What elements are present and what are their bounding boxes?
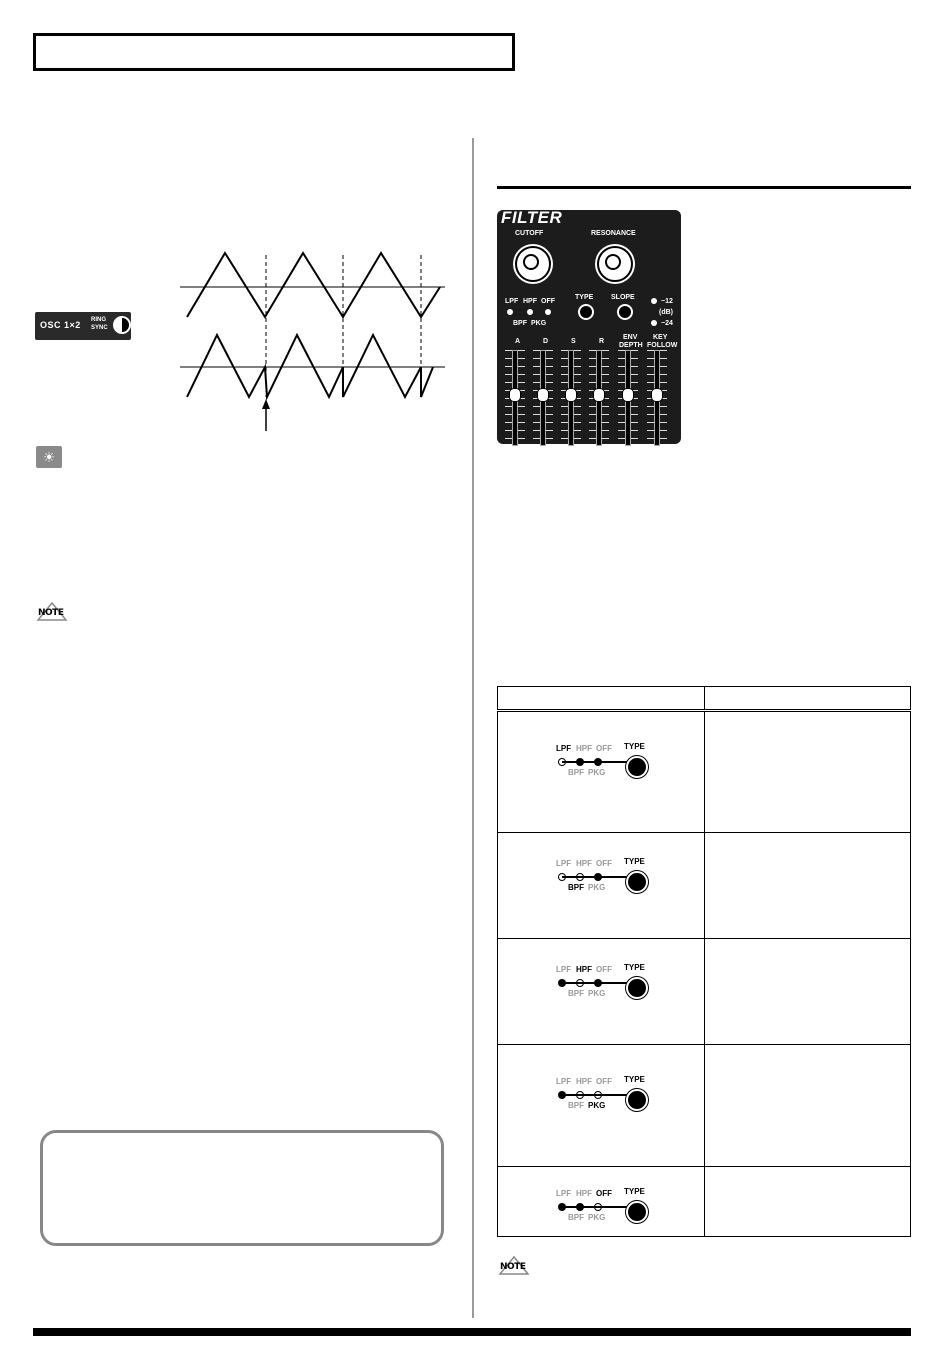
bpf-label: BPF [568,768,584,777]
lpf-label: LPF [556,744,572,753]
pkg-label: PKG [588,1213,606,1222]
ring-sync-knob [113,316,131,334]
cutoff-label: CUTOFF [515,230,544,237]
description-cell [705,1045,911,1167]
slider-attack[interactable] [509,388,521,402]
description-cell [705,939,911,1045]
lpf-led [507,309,513,315]
type-label: TYPE [624,963,645,972]
note-label-2: NOTE [500,1262,526,1272]
lpf-label: LPF [505,298,519,305]
header-box [33,33,515,71]
table-header-row [498,687,911,711]
resonance-knob[interactable] [597,246,633,282]
off-label: OFF [596,1189,612,1198]
slope-24-led [651,320,657,326]
type-diagram-cell [498,939,705,1045]
pkg-label: PKG [588,1101,606,1110]
led-connector [562,982,628,984]
hpf-label: HPF [576,965,592,974]
hpf-label: HPF [576,744,592,753]
pkg-label: PKG [588,883,606,892]
off-label: OFF [596,1077,612,1086]
led-connector [562,1094,628,1096]
off-label: OFF [596,859,612,868]
slider-release[interactable] [593,388,605,402]
slope-label: SLOPE [611,294,635,301]
osc-1x2-panel [35,312,131,340]
slope-db-label: (dB) [659,309,673,316]
hpf-label: HPF [523,298,537,305]
bpf-label: BPF [568,1101,584,1110]
slope-12-label: −12 [661,298,673,305]
type-button[interactable] [626,871,648,893]
type-button[interactable] [578,304,594,320]
slider-decay[interactable] [537,388,549,402]
type-label: TYPE [624,1075,645,1084]
footer-bar [33,1328,911,1336]
lower-waveform [187,335,433,397]
env-depth-label-2: DEPTH [619,342,643,349]
slider-sustain[interactable] [565,388,577,402]
filter-type-indicator [548,965,678,1005]
note-label: NOTE [38,608,64,618]
slope-24-label: −24 [661,320,673,327]
section-rule [497,186,911,189]
filter-panel [497,210,681,444]
type-button[interactable] [626,1089,648,1111]
env-a-label: A [515,338,521,345]
table-row [498,1045,911,1167]
lpf-label: LPF [556,965,572,974]
slope-12-led [651,298,657,304]
type-button[interactable] [626,977,648,999]
type-diagram-cell [498,1045,705,1167]
key-follow-label-1: KEY [653,334,668,341]
pkg-label: PKG [531,320,547,327]
filter-type-table [497,686,911,1237]
bpf-label: BPF [568,989,584,998]
hpf-label: HPF [576,1077,592,1086]
bpf-label: BPF [513,320,527,327]
off-label: OFF [541,298,555,305]
filter-type-indicator [548,1189,678,1229]
pkg-label: PKG [588,768,606,777]
sync-waveform-diagram [175,245,455,435]
filter-type-indicator [548,859,678,899]
description-cell [705,1167,911,1237]
led-connector [562,1206,628,1208]
table-header-cell-2 [705,687,911,711]
slider-env-depth[interactable] [622,388,634,402]
filter-type-indicator [548,744,678,784]
cutoff-knob[interactable] [515,246,551,282]
type-label: TYPE [575,294,594,301]
hpf-label: HPF [576,1189,592,1198]
hpf-label: HPF [576,859,592,868]
type-label: TYPE [624,857,645,866]
table-row [498,1167,911,1237]
filter-title: FILTER [501,208,563,227]
lpf-label: LPF [556,859,572,868]
table-row [498,833,911,939]
type-button[interactable] [626,1201,648,1223]
ring-sync-labels [91,316,108,332]
table-row [498,711,911,833]
callout-box [40,1130,444,1246]
led-connector [562,761,628,763]
table-body [498,711,911,1237]
env-depth-label-1: ENV [623,334,638,341]
type-button[interactable] [626,756,648,778]
osc-label: OSC 1×2 [40,320,81,330]
type-diagram-cell [498,833,705,939]
filter-type-indicator [548,1077,678,1117]
upper-waveform [187,253,440,317]
key-follow-label-2: FOLLOW [647,342,678,349]
description-cell [705,711,911,833]
note-icon-2 [498,1256,530,1276]
type-label: TYPE [624,742,645,751]
tip-lightbulb-icon: ☀ [36,446,62,468]
type-diagram-cell [498,711,705,833]
sync-label: SYNC [91,325,108,331]
arrow-head [262,399,270,409]
description-cell [705,833,911,939]
ring-label: RING [91,317,106,323]
pkg-label: PKG [588,989,606,998]
column-divider [472,138,474,1318]
lpf-label: LPF [556,1077,572,1086]
type-label: TYPE [624,1187,645,1196]
type-diagram-cell [498,1167,705,1237]
resonance-label: RESONANCE [591,230,636,237]
off-label: OFF [596,965,612,974]
hpf-led [527,309,533,315]
env-d-label: D [543,338,549,345]
off-led [545,309,551,315]
note-icon [36,602,68,622]
bpf-label: BPF [568,883,584,892]
lpf-label: LPF [556,1189,572,1198]
off-label: OFF [596,744,612,753]
env-r-label: R [599,338,605,345]
led-connector [562,876,628,878]
table-row [498,939,911,1045]
slider-key-follow[interactable] [651,388,663,402]
slope-button[interactable] [617,304,633,320]
bpf-label: BPF [568,1213,584,1222]
table-header-cell-1 [498,687,705,711]
env-s-label: S [571,338,576,345]
